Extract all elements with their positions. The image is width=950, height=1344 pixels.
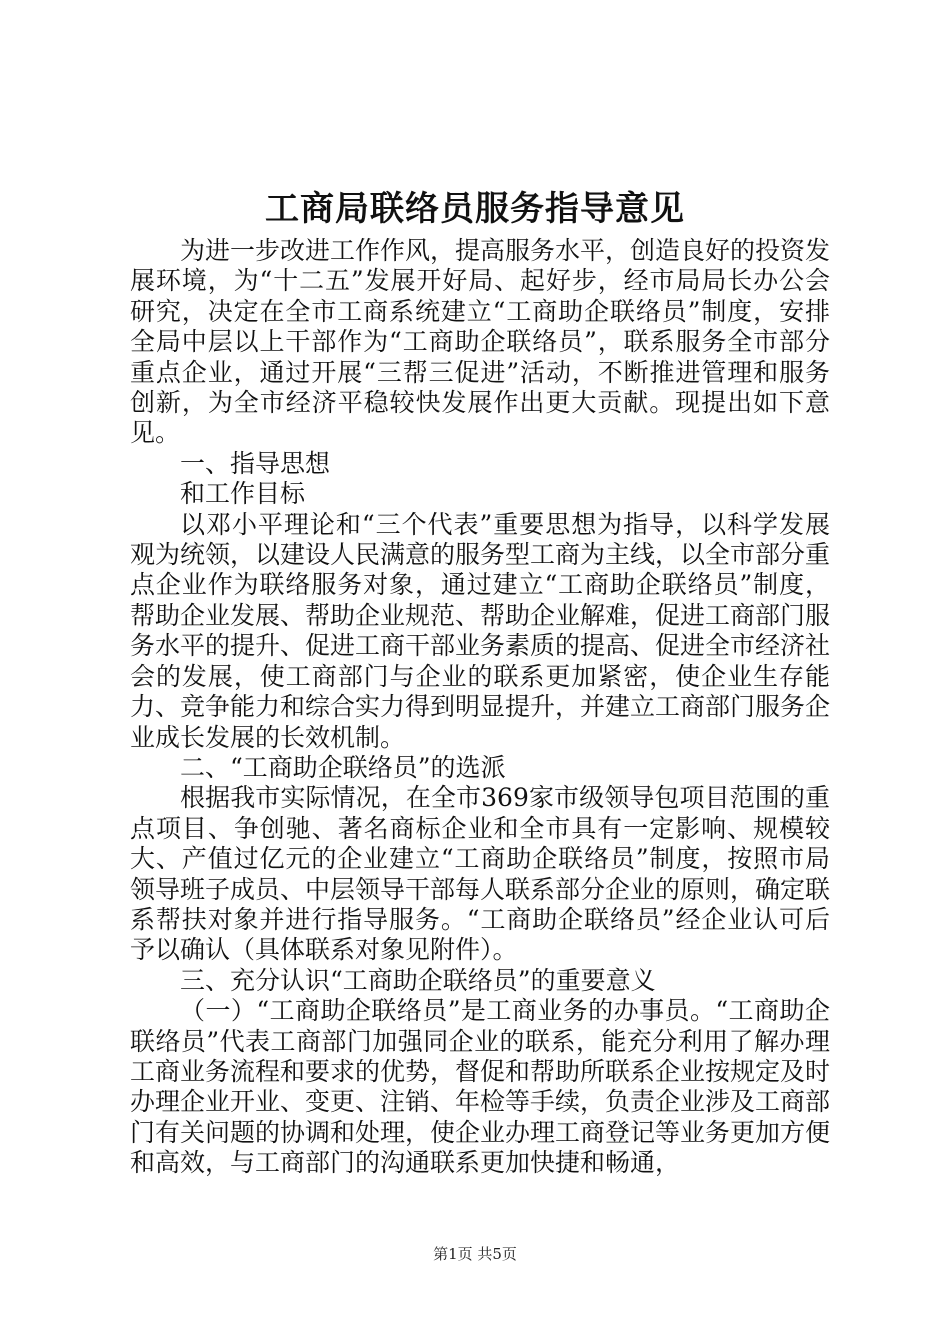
page-footer: 第1页 共5页 [433, 1245, 517, 1263]
section-heading-2: 二、“工商助企联络员”的选派 [180, 752, 506, 782]
paragraph-guiding-ideology: 以邓小平理论和“三个代表”重要思想为指导，以科学发展观为统领，以建设人民满意的服务型工商为主线，以全市部分重点企业作为联络服务对象，通过建立“工商助企联络员”制度，帮助企业发展、帮助企业规范、帮助企业解难，促进工商部门服务水平的提升、促进工商干部业务素质的提高、促进全市经济社会的发展，使工商部门与企业的联系更加紧密，使企业生存能力、竞争能力和综合实力得到明显提升，并建立工商部门服务企业成长发展的长效机制。 [130, 509, 831, 752]
document-body [130, 236, 830, 1179]
paragraph-selection: 根据我市实际情况，在全市369家市级领导包项目范围的重点项目、争创驰、著名商标企业和全市具有一定影响、规模较大、产值过亿元的企业建立“工商助企联络员”制度，按照市局领导班子成员、中层领导干部每人联系部分企业的原则，确定联系帮扶对象并进行指导服务。“工商助企联络员”经企业认可后予以确认（具体联系对象见附件）。 [130, 783, 831, 965]
section-heading-1-continued: 和工作目标 [180, 479, 306, 509]
section-heading-1: 一、指导思想 [180, 448, 331, 478]
paragraph-significance-1: （一）“工商助企联络员”是工商业务的办事员。“工商助企联络员”代表工商部门加强同企业的联系，能充分利用了解办理工商业务流程和要求的优势，督促和帮助所联系企业按规定及时办理企业开业、变更、注销、年检等手续，负责企业涉及工商部门有关问题的协调和处理，使企业办理工商登记等业务更加方便和高效，与工商部门的沟通联系更加快捷和畅通， [130, 996, 831, 1178]
section-heading-3: 三、充分认识“工商助企联络员”的重要意义 [180, 965, 656, 995]
document-title: 工商局联络员服务指导意见 [265, 189, 685, 229]
paragraph-intro: 为进一步改进工作作风，提高服务水平，创造良好的投资发展环境，为“十二五”发展开好局、起好步，经市局局长办公会研究，决定在全市工商系统建立“工商助企联络员”制度，安排全局中层以上干部作为“工商助企联络员”，联系服务全市部分重点企业，通过开展“三帮三促进”活动，不断推进管理和服务创新，为全市经济平稳较快发展作出更大贡献。现提出如下意见。 [130, 236, 831, 448]
